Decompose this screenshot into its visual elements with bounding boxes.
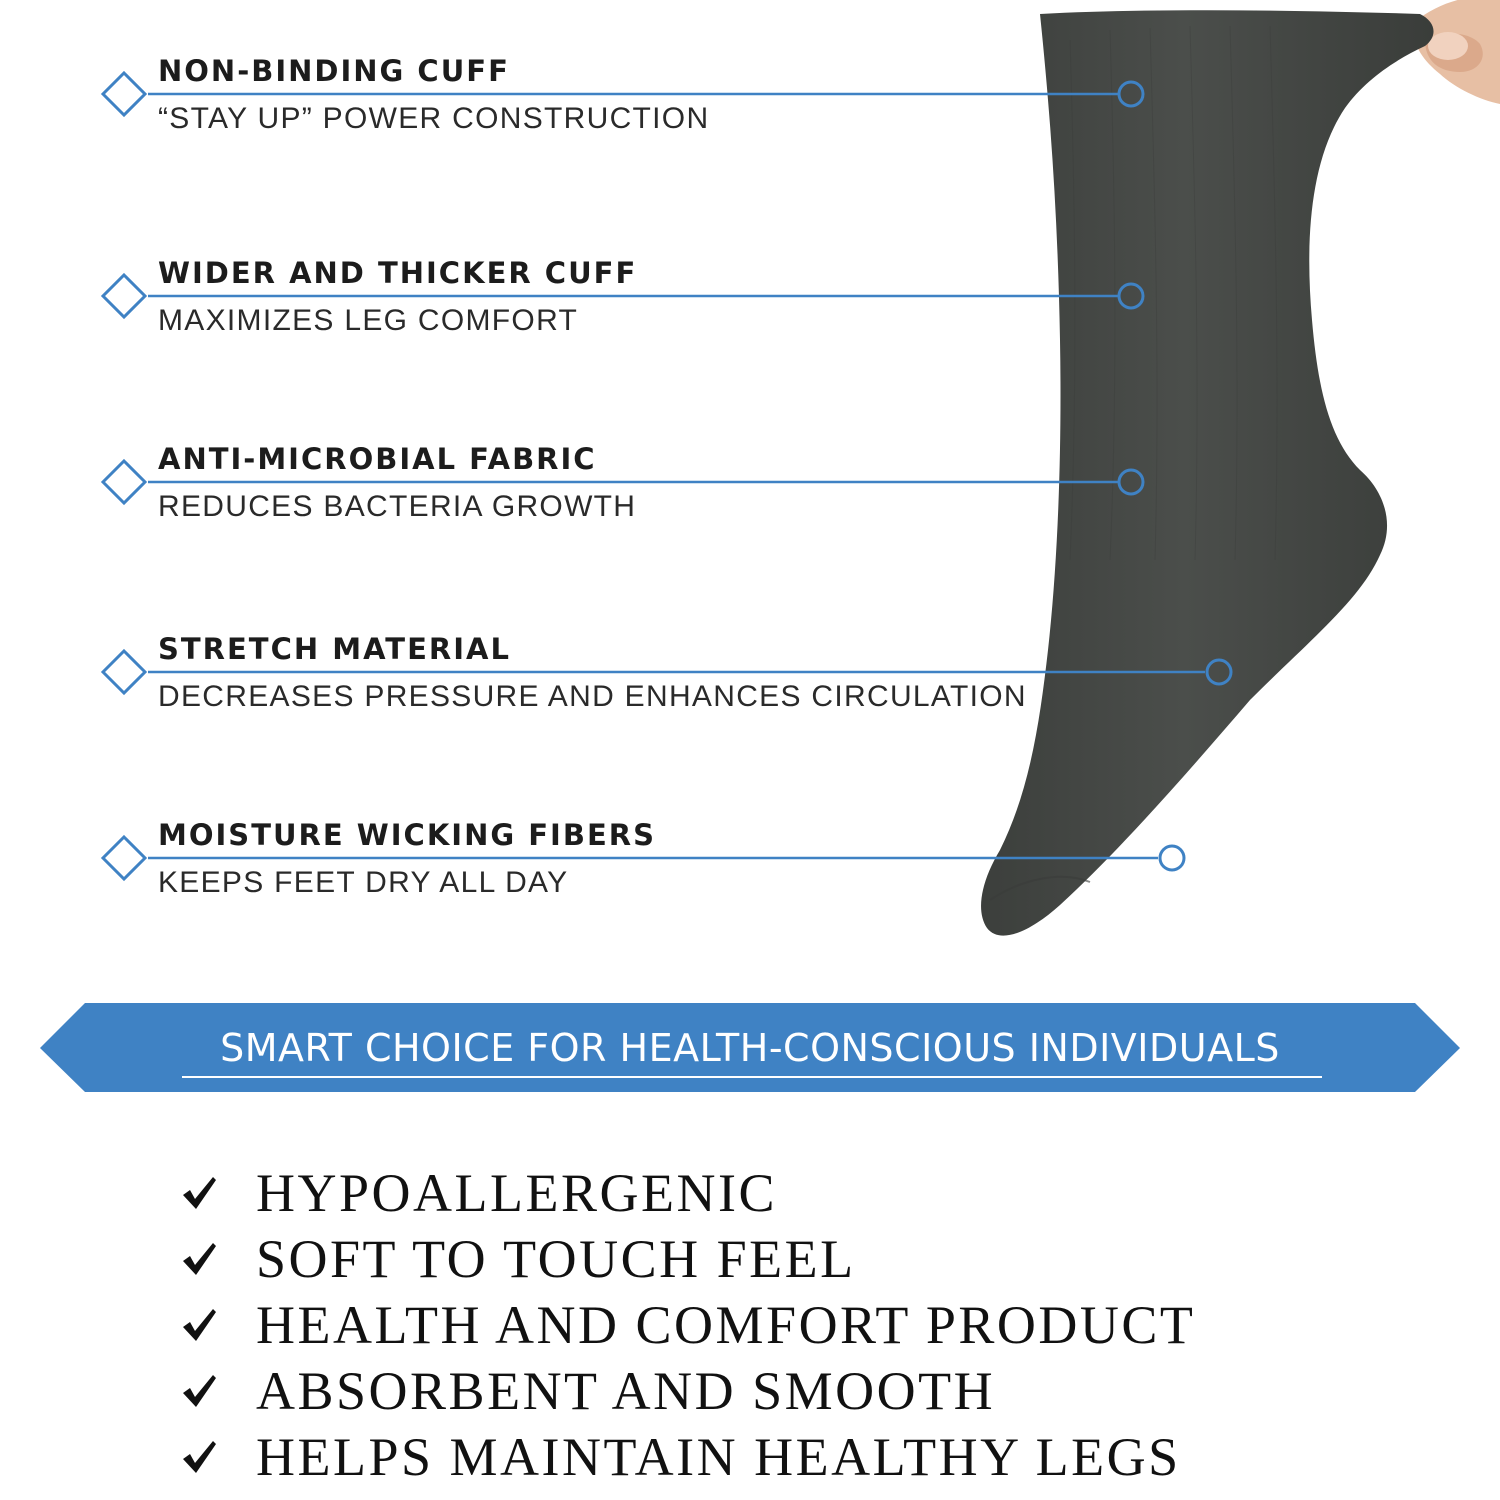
sock-illustration [981,10,1433,935]
benefit-label: ABSORBENT AND SMOOTH [256,1361,996,1421]
feature-description-nonbinding-cuff: “STAY UP” POWER CONSTRUCTION [158,102,710,135]
feature-title-nonbinding-cuff: NON-BINDING CUFF [158,54,510,88]
feature-title-wider-cuff: WIDER AND THICKER CUFF [158,256,638,290]
feature-title-moisture-wicking: MOISTURE WICKING FIBERS [158,818,656,852]
diamond-icon [103,275,145,317]
diamond-icon [103,651,145,693]
diamond-icon [103,73,145,115]
banner-heading: SMART CHOICE FOR HEALTH-CONSCIOUS INDIVIDUALS [220,1026,1280,1070]
feature-description-wider-cuff: MAXIMIZES LEG COMFORT [158,304,579,337]
checkmark-icon [180,1173,218,1213]
benefit-item [180,1424,1195,1490]
benefit-item [180,1226,1195,1292]
feature-description-stretch-material: DECREASES PRESSURE AND ENHANCES CIRCULATION [158,680,1027,713]
benefit-item [180,1160,1195,1226]
checkmark-icon [180,1239,218,1279]
benefit-label: HYPOALLERGENIC [256,1163,777,1223]
benefits-list [180,1160,1195,1490]
feature-title-stretch-material: STRETCH MATERIAL [158,632,511,666]
checkmark-icon [180,1437,218,1477]
diamond-icon [103,461,145,503]
benefit-item [180,1292,1195,1358]
feature-title-anti-microbial: ANTI-MICROBIAL FABRIC [158,442,597,476]
benefit-item [180,1358,1195,1424]
feature-description-moisture-wicking: KEEPS FEET DRY ALL DAY [158,866,569,899]
diamond-icon [103,837,145,879]
checkmark-icon [180,1305,218,1345]
benefit-label: HELPS MAINTAIN HEALTHY LEGS [256,1427,1181,1487]
checkmark-icon [180,1371,218,1411]
hand-illustration [1414,0,1500,104]
benefit-label: HEALTH AND COMFORT PRODUCT [256,1295,1196,1355]
benefit-label: SOFT TO TOUCH FEEL [256,1229,856,1289]
feature-description-anti-microbial: REDUCES BACTERIA GROWTH [158,490,637,523]
circle-marker-icon [1160,846,1184,870]
